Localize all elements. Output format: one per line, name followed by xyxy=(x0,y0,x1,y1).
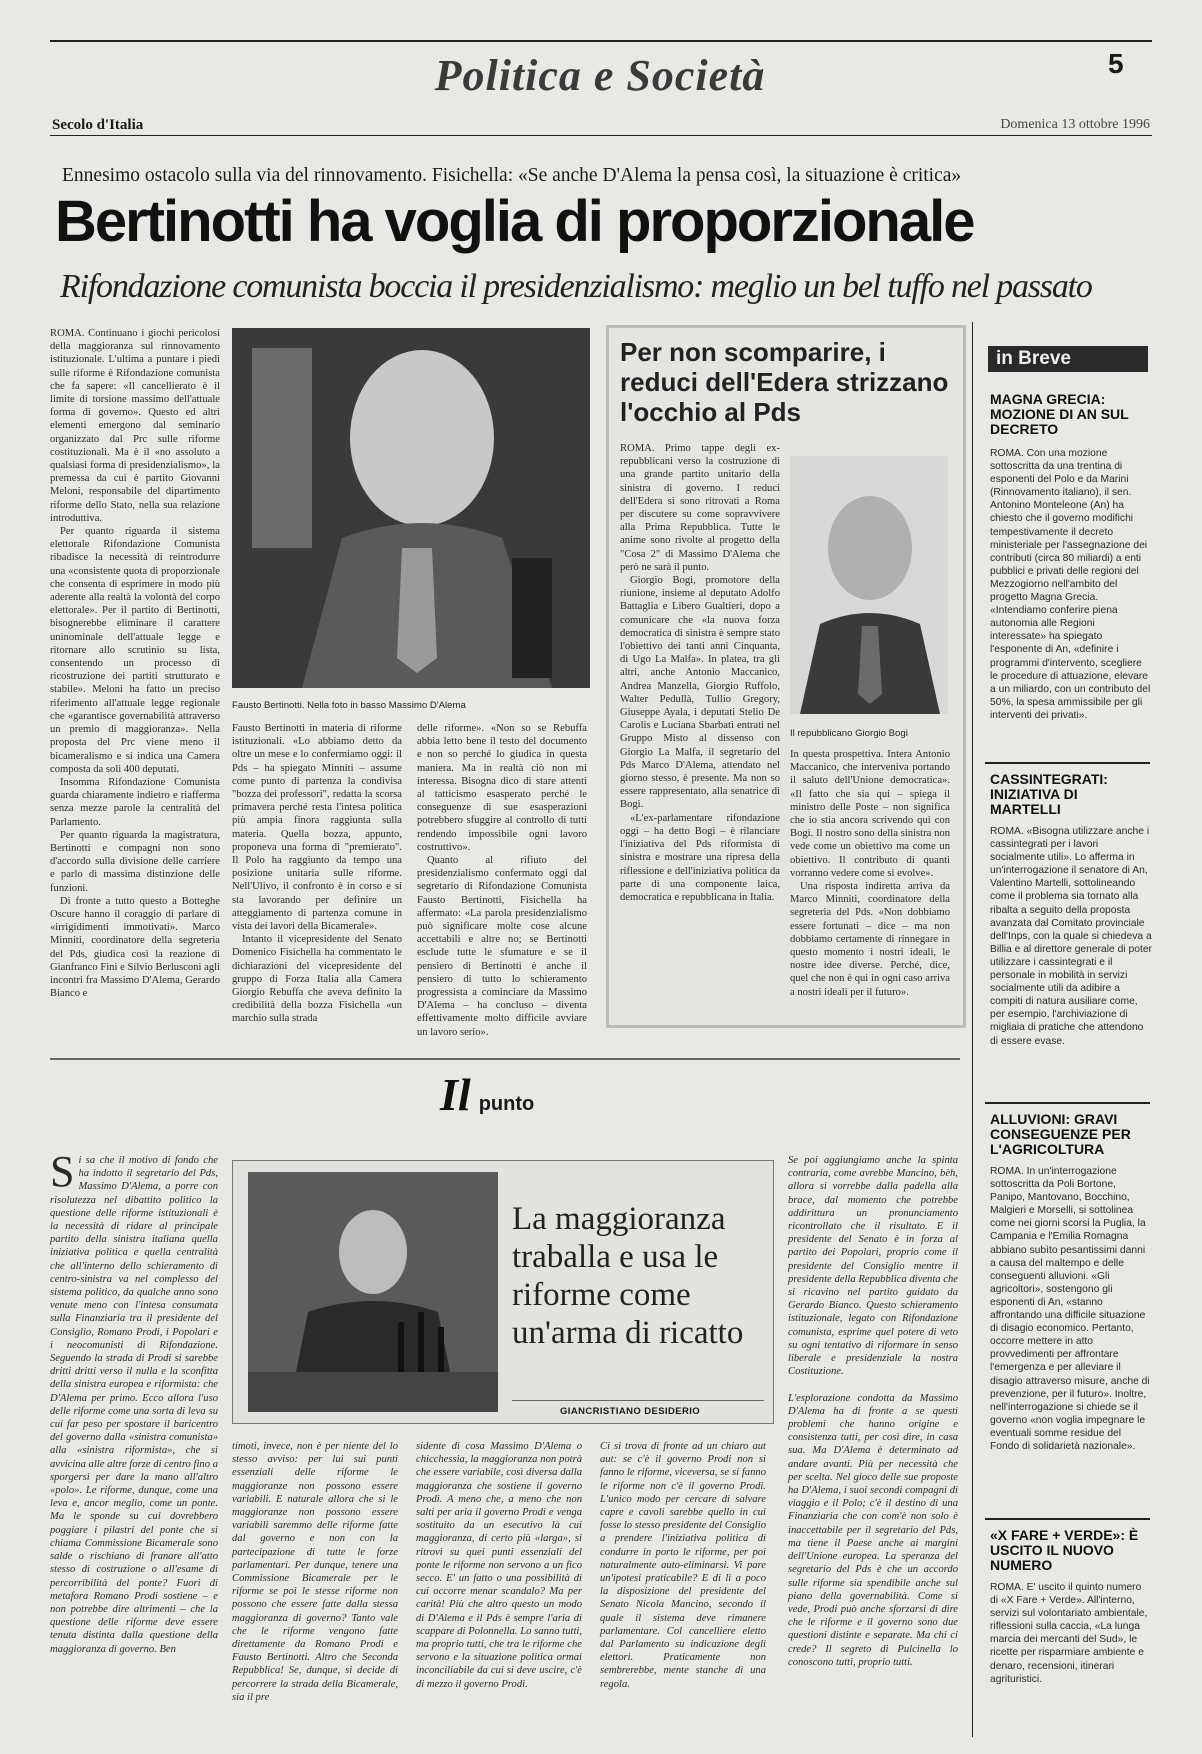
lead-column-3: delle riforme». «Non so se Rebuffa abbia letto bene il testo del documento e non so perché lo giudica in questa maniera. Ma in realtà ciò non mi interessa. Bisogna dico di stare attenti al tatticismo esasperato perché le conseguenze di sue esasperazioni potrebbero sfuggire al controllo di tutti rendendo impossibile ogni lavoro costruttivo». Quanto al rifiuto del presidenzialismo confermato oggi dal segretario di Rifondazione Comunista Fausto Bertinotti, Fisichella ha affermato: «La parola presidenzialismo può significare molte cose alcune accettabili e altre no; se Bertinotti esclude tutte le sfumature e se il pensiero di Bertinotti è anche il pensiero di tutto lo schieramento progressista a cominciare da Massimo D'Alema – ha concluso – diventa effettivamente molto difficile avviare un lavoro serio». xyxy=(417,723,587,1038)
breve-item-4 xyxy=(990,1528,1152,1686)
breve-item-1 xyxy=(990,392,1152,722)
breve-item-3-body: ROMA. In un'interrogazione sottoscritta da Poli Bortone, Panipo, Mantovano, Bocchino, Malgieri e Morselli, si sottolinea come nei giorni scorsi la Puglia, la Campania e l'Emilia Romagna abbiano subìto pesantissimi danni a causa del maltempo e delle conseguenti alluvioni. «Gli agricoltori», sostengono gli esponenti di An, «stanno affrontando una difficile situazione di disagio economico. Pertanto, occorre mettere in atto provvedimenti per affrontare l'emergenza e per alleviare il disagio attraverso misure, anche di prevenzione, per il futuro». Inoltre, nell'interrogazione si chiede se il governo «non voglia impegnare le eventuali somme residue del Fondo di solidarietà nazionale». xyxy=(990,1166,1150,1452)
masthead-rule xyxy=(50,135,1152,136)
breve-item-1-body: ROMA. Con una mozione sottoscritta da una trentina di esponenti del Polo e da Marini (Rinnovamento italiano), il sen. Antonino Monteleone (An) ha chiesto che il governo modifichi tempestivamente il decreto ministeriale per l'assegnazione dei contributi (circa 80 miliardi) a enti pubblici e privati delle regioni del Mezzogiorno nell'ambito del progetto Magna Grecia. «Intendiamo conferire piena autonomia alle Regioni interessate» ha spiegato l'esponente di An, «definire i programmi d'intervento, scegliere le procedure di attuazione, elevare a un miliardo, con un contributo del 50%, la spesa ammissibile per gli interventi dei privati». xyxy=(990,448,1151,721)
top-rule xyxy=(50,40,1152,42)
punto-column-3: sidente di cosa Massimo D'Alema o chicchessia, la maggioranza non potrà che essere variabile, così diversa dalla maggioranza che sostiene il governo Prodi. A meno che, a meno che non salti per aria il governo Prodi e venga sostituito da un esecutivo là cui maggioranza, di certo più «larga», si ritrovi su quei punti essenziali del ponte le riforme non servono a un fico secco. E' un fatto o una possibilità di cui occorre menar scandalo? Ma per carità! Più che altro questo un modo di D'Alema e il Pds è sempre l'aria di scappare di Polonnella. Lo sanno tutti, ma proprio tutti, che tra le riforme che servono e la situazione politica ormai inconciliabile da cui si deve uscire, c'è di mezzo il governo Prodi. xyxy=(416,1441,582,1690)
breve-item-2 xyxy=(990,772,1152,1048)
punto-column-1: Si sa che il motivo di fondo che ha indotto il segretario del Pds, Massimo D'Alema, a porre con risolutezza nel dibattito politico la questione delle riforme istituzionali è la necessità di ridare al principale partito della sinistra italiana quella iniziativa politica e quella centralità che all'interno dello schieramento di centro-sinistra va nel complesso del sistema politico, da qualche anno sono venute meno con l'intesa consumata sulla Finanziaria tra il presidente del Consiglio, Romano Prodi, i Popolari e i neocomunisti di Rifondazione. Seguendo la strada di Prodi si sarebbe dritti dritti verso il nulla e la sconfitta della sinistra europea e riformista: che D'Alema per primo. Ecco allora l'uso delle riforme come una sorta di leva su cui far peso per spostare il baricentro del governo dalla «sinistra comunista» alla «sinistra riformista», che si avvicina alle altre forze di centro fino a sporgersi per dare la mano all'altro «polo». Le riforme, dunque, come una leva e, ancor meglio, come un ponte. Ma le sponde su cui dovrebbero poggiare i pilastri del ponte che si chiama Commissione Bicamerale sono salde o rischiano di franare all'atto stesso di costruzione o all'esame di percorribilità del ponte? Fuori di metafora Romano Prodi sostiene – e non potrebbe dire altrimenti – che la questione delle riforme deve essere tenuta distinta dalla questione della maggioranza di governo. Ben xyxy=(50,1147,218,1655)
breve-item-4-body: ROMA. E' uscito il quinto numero di «X Fare + Verde». All'interno, servizi sul volontariato ambientale, riflessioni sulla caccia, «La lunga marcia dei mercanti del Sud», le ricette per risparmiare ambiente e denaro, recensioni, itinerari agrituristici. xyxy=(990,1582,1148,1685)
portrait-illustration xyxy=(232,328,590,688)
in-breve-banner: in Breve xyxy=(988,346,1148,372)
edera-headline: Per non scomparire, i reduci dell'Edera strizzano l'occhio al Pds xyxy=(620,337,949,427)
punto-column-2: timoti, invece, non è per niente del lo stesso avviso: per lui sui punti essenziali delle riforme le maggioranze non possono essere variabili. E naturale allora che si le maggioranze non possono essere variabili saremmo delle riforme fatte dal governo e non con la partecipazione di tutte le forze parlamentari. Per dunque, tenere una Commissione Bicamerale per le riforme se poi le stesse riforme non possono che essere fatte dalla stessa maggioranza di governo? Tanto vale che le riforme vengono fatte direttamente da Romano Prodi e Fausto Bertinotti. Altro che Seconda Repubblica! Se, dunque, si decide di percorrere la strada della Bicamerale, sia il pre xyxy=(232,1441,398,1703)
dalema-illustration xyxy=(248,1172,498,1412)
punto-drop-cap: S xyxy=(50,1147,75,1196)
lead-column-2: Fausto Bertinotti in materia di riforme istituzionali. «Lo abbiamo detto da oltre un mese e lo confermiamo oggi: il Pds – ha spiegato Minniti – assume come punto di partenza la condivisa "bozza dei professori", redatta la scorsa primavera perché resta l'intesa politica più ampia finora raggiunta sulla materia. Quella bozza, appunto, proponeva una forma di "premierato". Il Polo ha raggiunto da tempo una posizione unitaria sulle riforme. Nell'Ulivo, il confronto è in corso e si sta lavorando per definire un atteggiamento di partenza comune in vista dei lavori della Bicamerale». Intanto il vicepresidente del Senato Domenico Fisichella ha commentato le dichiarazioni del vicepresidente del gruppo di Forza Italia alla Camera Giorgio Rebuffa che aveva definito la credibilità della bozza Fisichella «un marchio sulla strada xyxy=(232,723,402,1025)
lead-subheadline: Rifondazione comunista boccia il presidenzialismo: meglio un bel tuffo nel passato xyxy=(60,268,1092,305)
lead-headline: Bertinotti ha voglia di proporzionale xyxy=(55,189,974,254)
breve-item-4-title: «X FARE + VERDE»: È USCITO IL NUOVO NUMERO xyxy=(990,1527,1139,1573)
breve-item-2-title: CASSINTEGRATI: INIZIATIVA DI MARTELLI xyxy=(990,771,1108,817)
page-number: 5 xyxy=(1108,48,1124,79)
punto-column-5: Se poi aggiungiamo anche la spinta contraria, come avrebbe Mancino, bèh, allora si vorrebbe dalla padella alla brace, dal momento che potrebbe addirittura un pronunciamento ricontrollato che il risultato. E il presidente del Senato è in forza al partito dei Popolari, proprio come il presidente del Consiglio mentre il presidente della Repubblica diventa che si ricavino nel partito guidato da Gerardo Bianco. Questo schieramento istituzionale, legato con Rifondazione comunista, esprime quel potere di veto su ogni tentativo di riformare in senso liberale e presidenziale la nostra Costituzione. L'esplorazione condotta da Massimo D'Alema ha di fronte a se questi problemi che hanno origine e consistenza tutti, per così dire, in casa sua. Ma D'Alema è determinato ad andare avanti. Più per necessità che per scelta. Nel gioco delle sue proposte ha D'Alema, i suoi secondi compagni di viaggio e il Polo; c'è il destino di una Finanziaria che con com'è non solo è inaccettabile per il segretario del Pds, ma tiene il Paese anche ai margini dell'Unione europea. La speranza del segretario del Pds è che un accordo sulle riforme sia spendibile anche sul piano della governabilità. Come si vede, Prodi può anche sforzarsi di dire che le riforme e il governo sono due questioni distinte e separate. Ma chi ci crede? Il segreto di Pulcinella lo conoscono tutti, proprio tutti. xyxy=(788,1155,958,1668)
sidebar-rule xyxy=(972,322,973,1737)
breve-divider-3 xyxy=(985,1518,1150,1520)
breve-item-1-title: MAGNA GRECIA: MOZIONE DI AN SUL DECRETO xyxy=(990,391,1129,437)
bogi-photo xyxy=(790,456,948,714)
punto-logo: Il punto xyxy=(440,1069,535,1120)
lead-kicker: Ennesimo ostacolo sulla via del rinnovamento. Fisichella: «Se anche D'Alema la pensa così, la situazione è critica» xyxy=(62,165,962,186)
section-title: Politica e Società xyxy=(434,51,766,100)
punto-author: GIANCRISTIANO DESIDERIO xyxy=(560,1406,701,1417)
breve-divider-1 xyxy=(985,762,1150,764)
punto-headline: La maggioranza traballa e usa le riforme come un'arma di ricatto xyxy=(512,1201,744,1351)
edera-photo-caption: Il repubblicano Giorgio Bogi xyxy=(790,728,908,739)
lead-photo-caption: Fausto Bertinotti. Nella foto in basso Massimo D'Alema xyxy=(232,700,466,711)
breve-item-3 xyxy=(990,1112,1152,1453)
bogi-portrait-illustration xyxy=(790,456,948,714)
punto-column-4: Ci si trova di fronte ad un chiaro aut aut: se c'è il governo Prodi non si fanno le riforme, viceversa, se si fanno le riforme non c'è il governo Prodi. L'unico modo per cercare di salvare capre e cavoli sarebbe quello in cui fosse lo stesso presidente del Consiglio a prendere l'iniziativa politica di condurre in porto le riforme, per poi naturalmente auto-eliminarsi. Vi pare un'ipotesi praticabile? E di lì a poco la disposizione del presidente del Senato Nicola Mancino, secondo il quale il sistema deve rimanere parlamentare. Col cancelliere eletto dal Parlamento su indicazione degli elettori. Praticamente non sembrerebbe, mente stanche di una regola. xyxy=(600,1441,766,1690)
punto-top-rule xyxy=(50,1058,960,1060)
lead-column-1: ROMA. Continuano i giochi pericolosi della maggioranza sul rinnovamento istituzionale. L'ultima a puntare i piedi sulle riforme è Rifondazione comunista che fa sapere: «Il cancellierato è il limite di torsione massimo dell'attuale forma di governo». Questo ed altri elementi emergono dal seminario organizzato dal Prc sulle riforme costituzionali. Ma è il «no assoluto a qualsiasi forma di presidenzialismo», la premessa da cui è partito Giovanni Meloni, responsabile del dipartimento riforme dello Stato, nella sua relazione introduttiva. Per quanto riguarda il sistema elettorale Rifondazione Comunista ribadisce la necessità di reintrodurre una «consistente quota di proporzionale che consenta di esprimere in modo più aderente alla realtà la volontà del corpo elettorale». Per il partito di Bertinotti, bisognerebbe eliminare il carattere uninominale dell'attuale legge e ritornare allo scrutinio su lista, consentendo un processo di ricostruzione dei partiti strutturato e stabile». Meloni ha fatto un preciso riferimento all'attuale legge regionale che «garantisce governabilità attraverso un premio di maggioranza». Nella proposta del Prc viene meno il bicameralismo e si indica una Camera composta da soli 400 deputati. Insomma Rifondazione Comunista guarda chiaramente indietro e riafferma senza mezze parole la centralità del Parlamento. Per quanto riguarda la magistratura, Bertinotti e compagni non sono d'accordo sulla divisione delle carriere e parlo di massima distinzione delle funzioni. Di fronte a tutto questo a Botteghe Oscure hanno il coraggio di parlare di «irrigidimenti immotivati». Marco Minniti, coordinatore della segreteria del Pds, giudica così la reazione di Gianfranco Fini e Silvio Berlusconi agli incontri fra Massimo D'Alema, Gerardo Bianco e xyxy=(50,328,220,1000)
author-rule xyxy=(512,1400,764,1401)
edera-column-2: In questa prospettiva. Intera Antonio Maccanico, che interveniva portando il saluto dell'Unione democratica». «Il fatto che sia qui – spiega il ministro delle Poste – non significa che io stia ancora scrivendo qui con Bogi. Il nostro sono della sinistra non vede come un obiettivo ma come un obiettivo. Il contributo di quanti vorranno vedere come si evolve». Una risposta indiretta arriva da Marco Minniti, coordinatore della segreteria del Pds. «Non dobbiamo essere fortunati – dice – ma non dobbiamo certamente di rinnegare in questo momento i nostri ideali, le nostre idee diverse. Perché, dice, quel che non è qui in ogni caso arriva a nostri ideali per il futuro». xyxy=(790,749,950,998)
bertinotti-photo xyxy=(232,328,590,688)
issue-date: Domenica 13 ottobre 1996 xyxy=(1000,117,1150,132)
breve-divider-2 xyxy=(985,1102,1150,1104)
breve-item-3-title: ALLUVIONI: GRAVI CONSEGUENZE PER L'AGRICOLTURA xyxy=(990,1111,1131,1157)
breve-item-2-body: ROMA. «Bisogna utilizzare anche i cassintegrati per i lavori socialmente utili». Lo afferma in un'interrogazione il senatore di An, Valentino Martelli, sottolineando come il problema sia tornato alla ribalta a seguito della proposta avanzata dal Comitato provinciale dell'Inps, con la quale si chiedeva a Billia e al direttore generale di poter utilizzare i cassintegrati e il personale in mobilità in servizi socialmente utili da adibire a compiti di natura ausiliare come, per esempio, l'archiviazione di migliaia di pratiche che attendono di essere evase. xyxy=(990,826,1152,1047)
edera-column-1: ROMA. Primo tappe degli ex-repubblicani verso la costruzione di una grande partito unitario della sinistra di governo. I reduci dell'Edera si sono ritrovati a Roma per discutere su come sopravvivere alla Prima Repubblica. Tutte le anime sono rivolte al progetto della "Cosa 2" di Massimo D'Alema che però ne sarà il punto. Giorgio Bogi, promotore della riunione, insieme al deputato Adolfo Battaglia e Libero Gualtieri, dopo a comunicare che «la nuova forza democratica di sinistra è sempre stato l'obiettivo dei tanti anni Cinquanta, di Ugo La Malfa». In platea, tra gli altri, anche Antonio Maccanico, Andrea Manzella, Giorgio Ruffolo, Walter Pedullà, Tullio Gregory, Giuseppe Ayala, i deputati Stelio De Carolis e Luciana Sbarbati entrati nel Gruppo Misto al dissenso con Giorgio La Malfa, il segretario del Pds Marco D'Alema, attendato nel giorno stesso, è presente. Ma non so essere rappresentato, alla senatrice di Bogi. «L'ex-parlamentare rifondazione oggi – ha detto Bogi – è rilanciare l'iniziativa del Pds riformista di sinistra e mostrare una ripresa della riflessione e dell'iniziativa politica da parte di una componente laica, democratica e repubblicana in Italia. xyxy=(620,443,780,903)
dalema-photo xyxy=(248,1172,498,1412)
paper-name: Secolo d'Italia xyxy=(52,117,144,133)
